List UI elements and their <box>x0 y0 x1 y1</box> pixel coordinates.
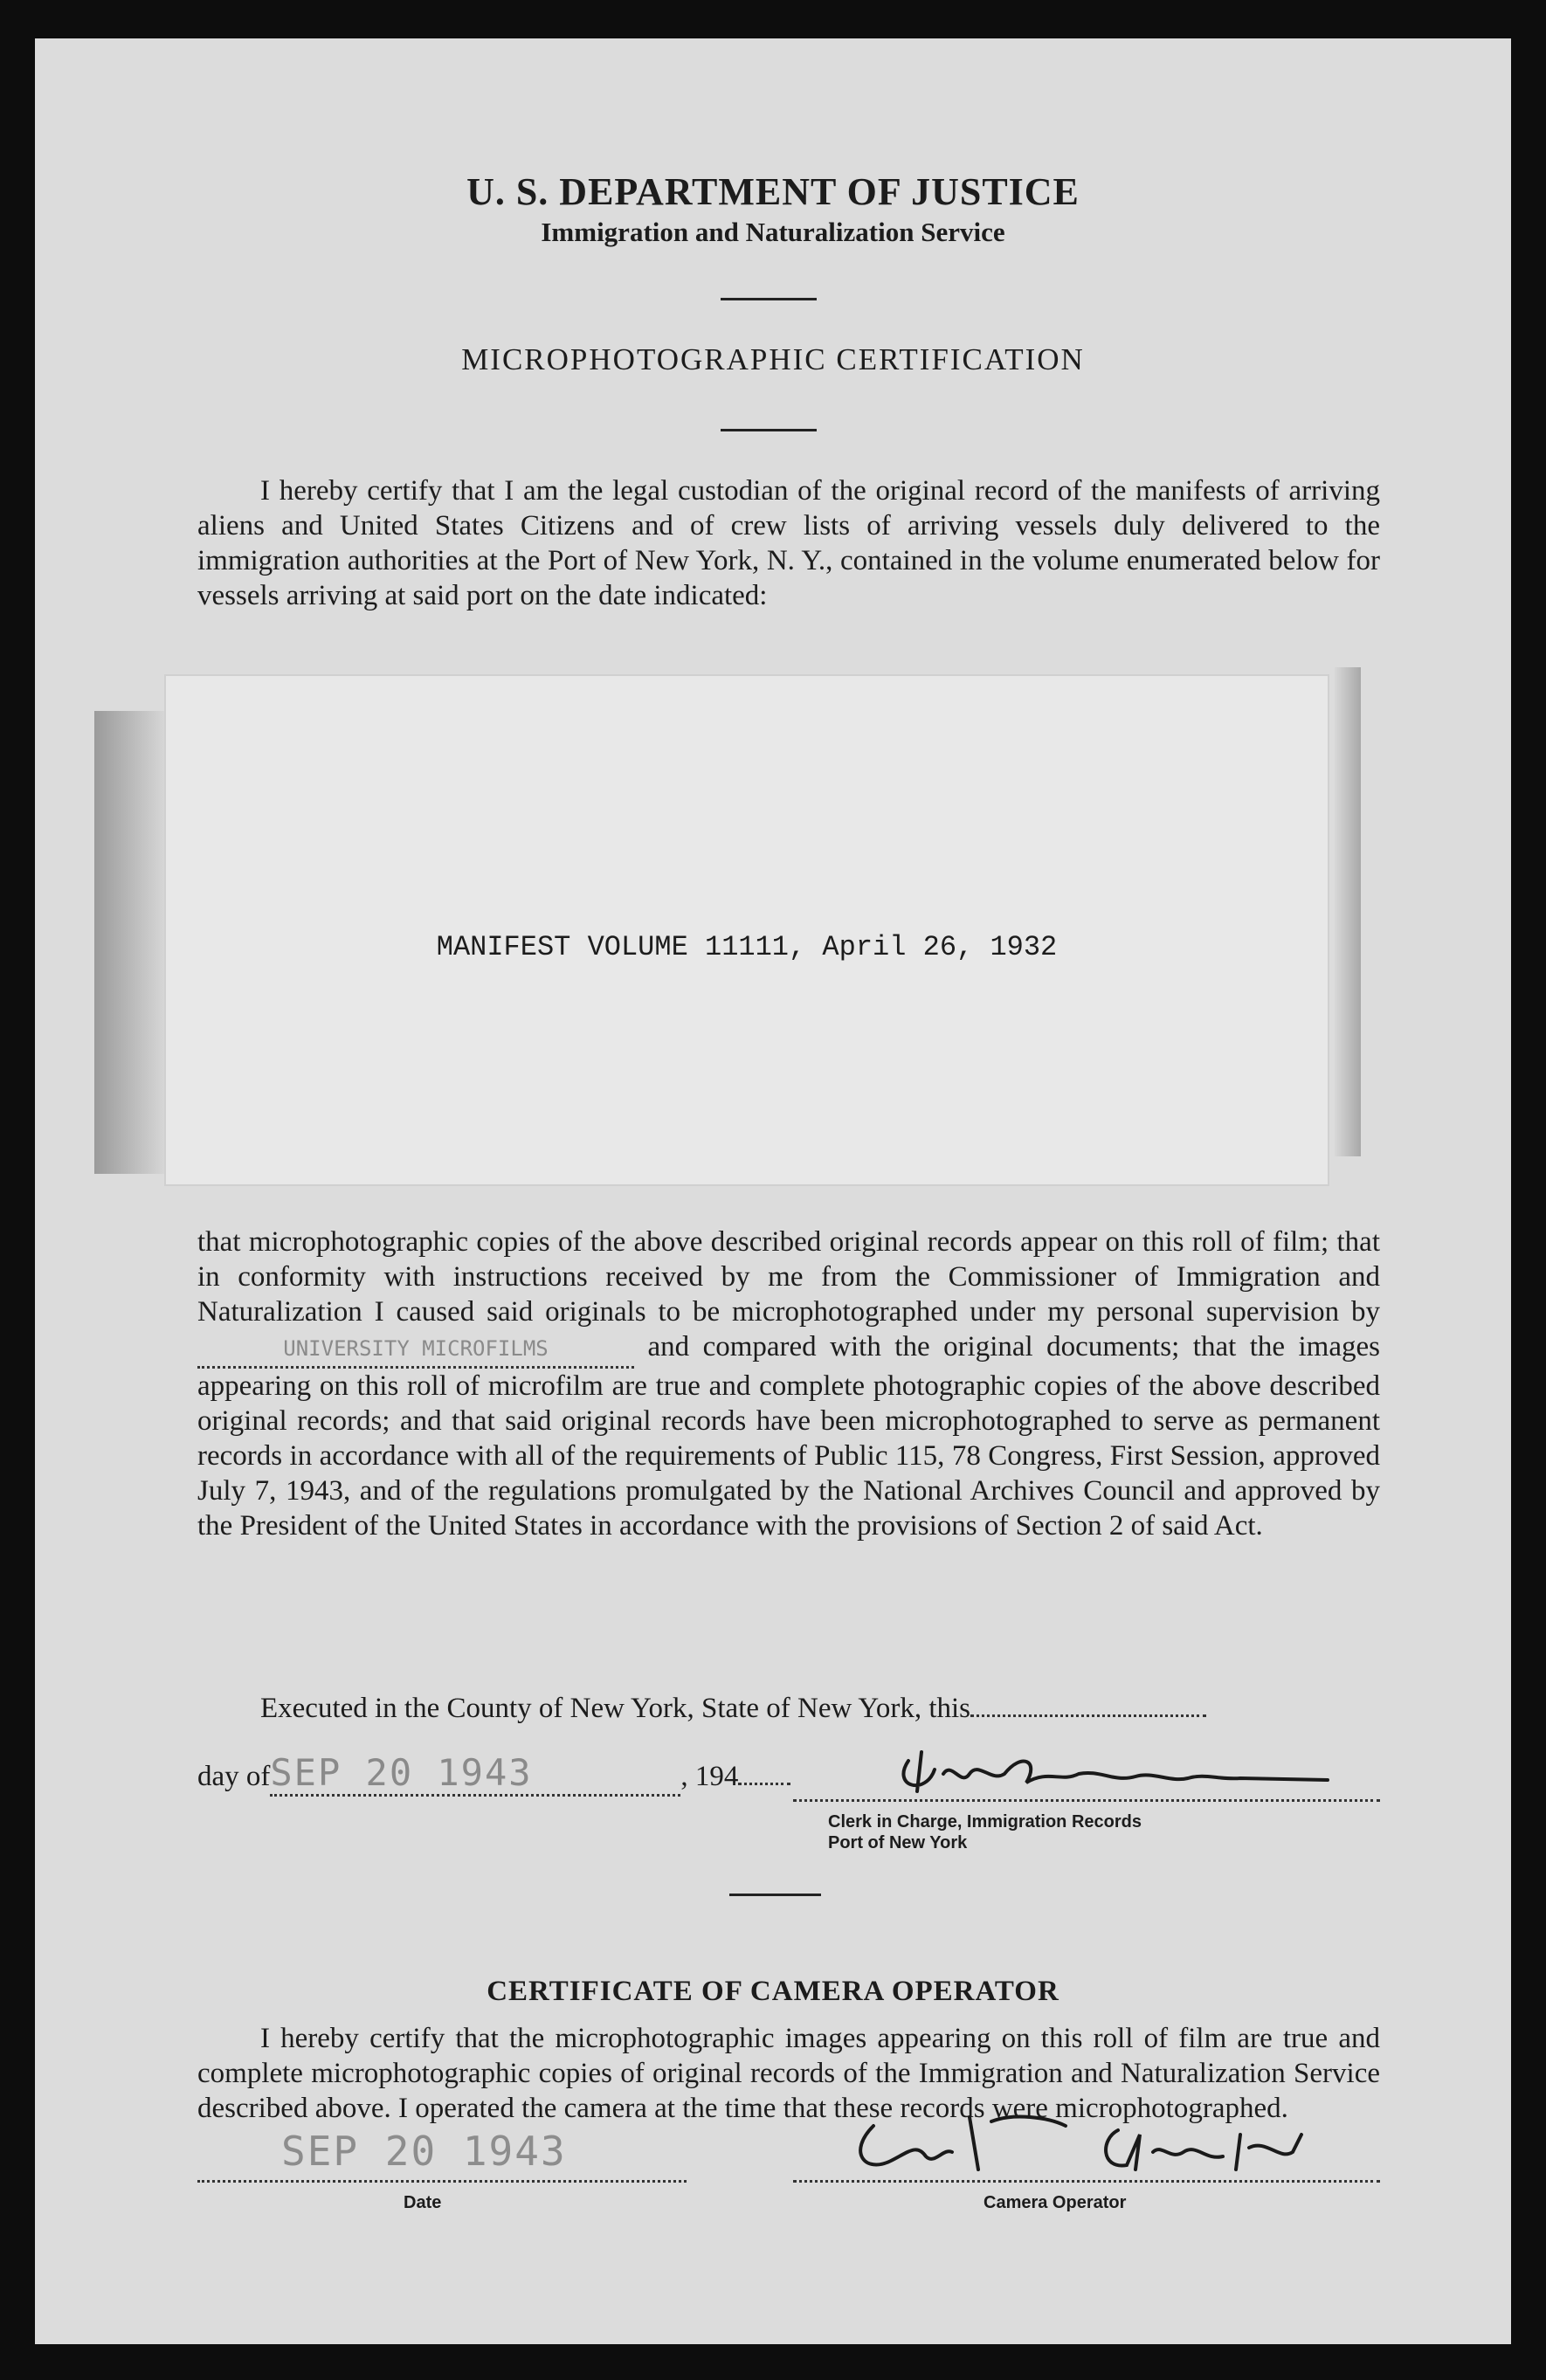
company-field <box>197 1329 634 1369</box>
day-field <box>970 1714 1206 1717</box>
clerk-signature <box>873 1735 1363 1804</box>
body-text-part2: and compared with the original documents; that the images appearing on this roll of microfilm are true and complete photographic copies of the above described original records; and that said original records have been microphotographed to serve as permanent records in accordance with all of the requirements of Public 115, 78 Congress, First Session, approved July 7, 1943, and of the regulations promulgated by the National Archives Council and approved by the President of the United States in accordance with the provisions of Section 2 of said Act. <box>197 1331 1380 1542</box>
manifest-card <box>166 676 1328 1184</box>
intro-paragraph: I hereby certify that I am the legal custodian of the original record of the manifests of arriving aliens and United States Citizens and of crew lists of arriving vessels duly delivered to the immigration authorities at the Port of New York, N. Y., contained in the volume enumerated below for vessels arriving at said port on the date indicated: <box>197 475 1380 611</box>
certification-title: MICROPHOTOGRAPHIC CERTIFICATION <box>461 342 1085 376</box>
camera-paragraph: I hereby certify that the microphotographic images appearing on this roll of film are true and complete microphotographic copies of original records of the Immigration and Naturalization Service described above. I operated the camera at the time that these records were microphotographed. <box>197 2023 1380 2124</box>
divider <box>721 429 817 431</box>
camera-certificate-title: CERTIFICATE OF CAMERA OPERATOR <box>487 1976 1059 2007</box>
year-prefix: , 194 <box>680 1761 739 1792</box>
service-subheading: Immigration and Naturalization Service <box>541 217 1005 247</box>
card-shadow <box>94 711 164 1174</box>
date-stamp: SEP 20 1943 <box>270 1751 533 1794</box>
day-of-label: day of <box>197 1761 271 1792</box>
clerk-title: Clerk in Charge, Immigration Records Port of New York <box>828 1812 1142 1852</box>
divider <box>721 298 817 300</box>
clerk-signature-line <box>793 1799 1380 1802</box>
date-line <box>197 2180 687 2183</box>
day-of-line <box>197 1751 790 1797</box>
year-field <box>738 1783 790 1785</box>
company-stamp: UNIVERSITY MICROFILMS <box>283 1336 549 1361</box>
card-shadow <box>1335 667 1361 1156</box>
camera-operator-line <box>793 2180 1380 2183</box>
executed-text: Executed in the County of New York, State of New York, this <box>260 1693 971 1724</box>
camera-date-stamp: SEP 20 1943 <box>281 2128 567 2175</box>
camera-operator-label: Camera Operator <box>984 2193 1127 2212</box>
divider <box>729 1894 821 1896</box>
camera-operator-signature <box>839 2108 1380 2183</box>
manifest-volume-text: MANIFEST VOLUME 11111, April 26, 1932 <box>436 931 1058 963</box>
body-paragraph <box>197 1224 1380 1543</box>
body-text-part1: that microphotographic copies of the above described original records appear on this roll of film; that in conformity with instructions received by me from the Commissioner of Immigration and Naturalization I caused said originals to be microphotographed under my personal supervision by <box>197 1226 1380 1328</box>
certificate-page <box>35 38 1511 2344</box>
date-label: Date <box>404 2193 442 2212</box>
executed-line <box>197 1691 1380 1726</box>
date-field <box>270 1751 680 1797</box>
department-heading: U. S. DEPARTMENT OF JUSTICE <box>466 170 1080 213</box>
